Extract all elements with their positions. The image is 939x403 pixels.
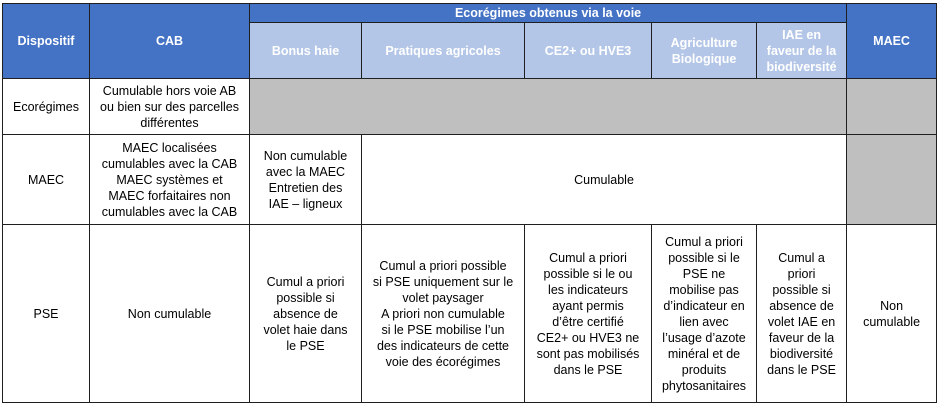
header-iae-biodiversite: IAE en faveur de la biodiversité — [757, 23, 847, 79]
cell-maec-maec-not-applicable — [847, 135, 937, 225]
cell-pse-ce2-hve3: Cumul a priori possible si le ou les indicateurs ayant permis d’être certifié CE2+ ou HVE3 ne sont pas mobilisés dans le PSE — [525, 225, 652, 403]
header-maec: MAEC — [847, 4, 937, 79]
row-label-ecoregimes: Ecorégimes — [3, 79, 90, 135]
table-row — [3, 79, 937, 135]
header-dispositif: Dispositif — [3, 4, 90, 79]
table-row — [3, 225, 937, 403]
cell-ecoregimes-cab: Cumulable hors voie AB ou bien sur des parcelles différentes — [90, 79, 250, 135]
cell-pse-pratiques-agricoles: Cumul a priori possible si PSE uniquement sur le volet paysager A priori non cumulable si le PSE mobilise l’un des indicateurs de cette voie des écorégimes — [362, 225, 525, 403]
cell-pse-cab: Non cumulable — [90, 225, 250, 403]
header-pratiques-agricoles: Pratiques agricoles — [362, 23, 525, 79]
header-cab: CAB — [90, 4, 250, 79]
cell-pse-iae-biodiversite: Cumul a priori possible si absence de volet IAE en faveur de la biodiversité dans le PSE — [757, 225, 847, 403]
row-label-pse: PSE — [3, 225, 90, 403]
cell-maec-cab: MAEC localisées cumulables avec la CAB MAEC systèmes et MAEC forfaitaires non cumulables avec la CAB — [90, 135, 250, 225]
cell-pse-maec: Non cumulable — [847, 225, 937, 403]
table-row — [3, 135, 937, 225]
cell-ecoregimes-maec-not-applicable — [847, 79, 937, 135]
cell-maec-cumulable: Cumulable — [362, 135, 847, 225]
compatibility-table — [2, 3, 937, 403]
cell-maec-bonus-haie: Non cumulable avec la MAEC Entretien des IAE – ligneux — [250, 135, 362, 225]
cell-pse-bonus-haie: Cumul a priori possible si absence de volet haie dans le PSE — [250, 225, 362, 403]
cell-pse-agriculture-biologique: Cumul a priori possible si le PSE ne mobilise pas d’indicateur en lien avec l’usage d’azote minéral et de produits phytosanitaires — [652, 225, 757, 403]
header-ecoregimes-group: Ecorégimes obtenus via la voie — [250, 4, 847, 23]
row-label-maec: MAEC — [3, 135, 90, 225]
header-bonus-haie: Bonus haie — [250, 23, 362, 79]
cell-ecoregimes-not-applicable — [250, 79, 847, 135]
header-ce2-hve3: CE2+ ou HVE3 — [525, 23, 652, 79]
header-agriculture-biologique: Agriculture Biologique — [652, 23, 757, 79]
